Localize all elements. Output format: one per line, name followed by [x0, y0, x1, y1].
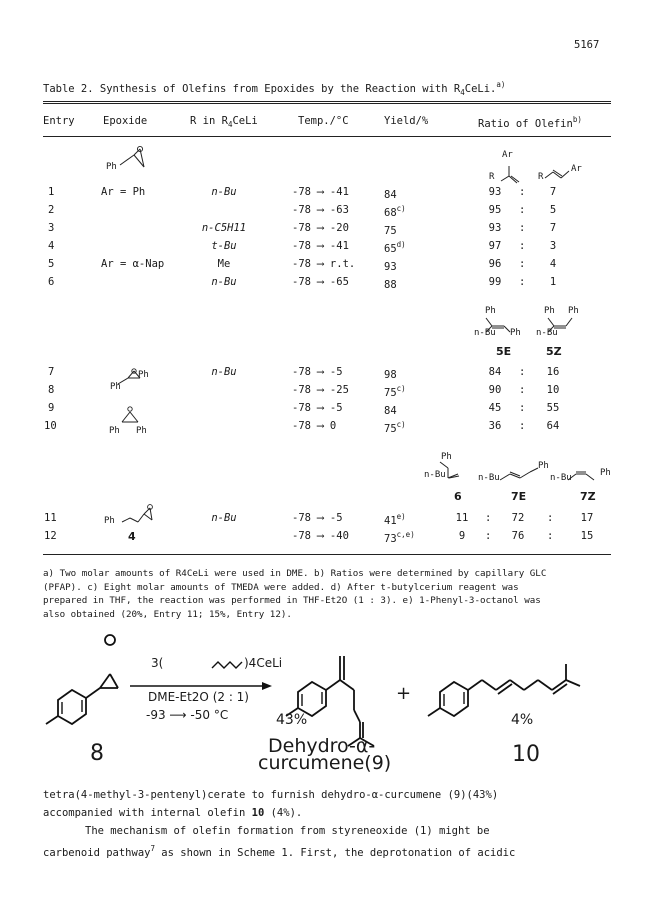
struct-ph-label: Ph — [441, 452, 452, 462]
compound-9-name-line2: curcumene(9) — [258, 752, 392, 774]
olefin-r-label-2: R — [538, 172, 544, 182]
footnote-line: prepared in THF, the reaction was performed in THF-Et2O (1 : 3). e) 1-Phenyl-3-octanol was — [43, 595, 541, 606]
struct-ph-label: Ph — [568, 306, 579, 316]
header-temperature: Temp./°C — [298, 115, 349, 127]
struct-ph-label: Ph — [538, 461, 549, 471]
page-number: 5167 — [574, 39, 600, 51]
table-row: 9 -78 ⟶ -5 84 45 : 55 — [48, 402, 560, 417]
olefin-products-structure — [495, 158, 605, 188]
struct-nbu-label: n-Bu — [474, 328, 496, 338]
struct-nbu-label: n-Bu — [478, 473, 500, 483]
reagent-suffix: )4CeLi — [244, 656, 283, 670]
struct-ph-label: Ph — [544, 306, 555, 316]
struct-ph-label: Ph — [510, 328, 521, 338]
olefin-r-label: R — [489, 172, 495, 182]
olefin-ar-label: Ar — [502, 150, 513, 160]
table-bottom-rule — [43, 554, 611, 555]
table-row: 4 t-Bu -78 ⟶ -41 65$^{d)}$ 97 : 3 — [48, 240, 557, 255]
table-footnotes — [43, 567, 615, 621]
compound-8-label: 8 — [90, 741, 104, 766]
table-row: 2 -78 ⟶ -63 68$^{c)}$ 95 : 5 — [48, 204, 557, 219]
table-row: 6 n-Bu -78 ⟶ -65 88 99 : 1 — [48, 276, 557, 291]
struct-ph-label: Ph — [485, 306, 496, 316]
compound-6-label: 6 — [454, 490, 462, 503]
epoxide-ph-label: Ph — [110, 382, 121, 392]
compound-10-label: 10 — [512, 742, 540, 767]
table-row: 12 -78 ⟶ -40 73$^{c,e)}$ 9 : 76 : 15 — [44, 530, 594, 545]
footnote-line: (PFAP). c) Eight molar amounts of TMEDA were added. d) After t-butylcerium reagent was — [43, 581, 519, 593]
table-row: 11 n-Bu -78 ⟶ -5 41$^{e)}$ 11 : 72 : 17 — [44, 512, 594, 527]
compound-7z-label: 7Z — [580, 490, 596, 503]
plus-sign: + — [396, 683, 412, 704]
olefin-ar-label-2: Ar — [571, 164, 582, 174]
table-caption: Table 2. Synthesis of Olefins from Epoxides by the Reaction with $R_4CeLi.^{a)}$ — [43, 80, 506, 98]
compound-5z-label: 5Z — [546, 345, 562, 358]
body-line: The mechanism of olefin formation from styreneoxide (1) might be — [85, 825, 490, 837]
struct-nbu-label: n-Bu — [550, 473, 572, 483]
body-line: carbenoid pathway$^7$ as shown in Scheme 1. First, the deprotonation of acidic — [43, 844, 516, 859]
table-top-rule-double — [43, 103, 611, 104]
header-ratio: Ratio of Olefin$^{b)}$ — [478, 115, 582, 130]
struct-nbu-label: n-Bu — [536, 328, 558, 338]
header-epoxide: Epoxide — [103, 115, 148, 127]
table-row: 10 -78 ⟶ 0 75$^{c)}$ 36 : 64 — [44, 420, 560, 435]
table-header-rule — [43, 136, 611, 137]
reagent-prefix: 3( — [151, 656, 164, 670]
struct-nbu-label: n-Bu — [424, 470, 446, 480]
struct-ph-label: Ph — [600, 468, 611, 478]
epoxide-ph-label: Ph — [109, 426, 120, 436]
table-row: 8 -78 ⟶ -25 75$^{c)}$ 90 : 10 — [48, 384, 560, 399]
yield-compound-9: 43% — [276, 712, 308, 728]
reaction-conditions: -93 ⟶ -50 °C — [146, 708, 229, 722]
body-line: tetra(4-methyl-3-pentenyl)cerate to furnish dehydro-α-curcumene (9)(43%) — [43, 789, 499, 801]
compound-7e-label: 7E — [511, 490, 527, 503]
footnote-line: also obtained (20%, Entry 11; 15%, Entry 12). — [43, 608, 292, 620]
compound-4-label: 4 — [128, 530, 136, 543]
epoxide-ph-label: Ph — [106, 162, 117, 172]
epoxide-ph-label: Ph — [104, 516, 115, 526]
header-yield: Yield/% — [384, 115, 429, 127]
table-top-rule — [43, 101, 611, 102]
compound-9-name: Dehydro-α- — [268, 735, 376, 757]
footnote-line: a) Two molar amounts of R4CeLi were used in DME. b) Ratios were determined by capillary GLC — [43, 568, 547, 579]
header-entry: Entry — [43, 115, 75, 127]
table-row: 3 n-C5H11 -78 ⟶ -20 75 93 : 7 — [48, 222, 557, 237]
table-row: 1 Ar = Ph n-Bu -78 ⟶ -41 84 93 : 7 — [48, 186, 557, 201]
header-r-in-reagent: R in $R_4CeLi$ — [190, 115, 258, 130]
epoxide-ph-label: Ph — [138, 370, 149, 380]
compound-5e-label: 5E — [496, 345, 512, 358]
body-paragraph — [43, 786, 618, 862]
table-row: 5 Ar = α-Nap Me -78 ⟶ r.t. 93 96 : 4 — [48, 258, 557, 273]
reaction-solvent: DME-Et2O (2 : 1) — [148, 690, 249, 704]
yield-compound-10: 4% — [511, 712, 534, 728]
table-row: 7 n-Bu -78 ⟶ -5 98 84 : 16 — [48, 366, 560, 381]
epoxide-ph-label: Ph — [136, 426, 147, 436]
body-line: accompanied with internal olefin 10 (4%). — [43, 807, 303, 819]
